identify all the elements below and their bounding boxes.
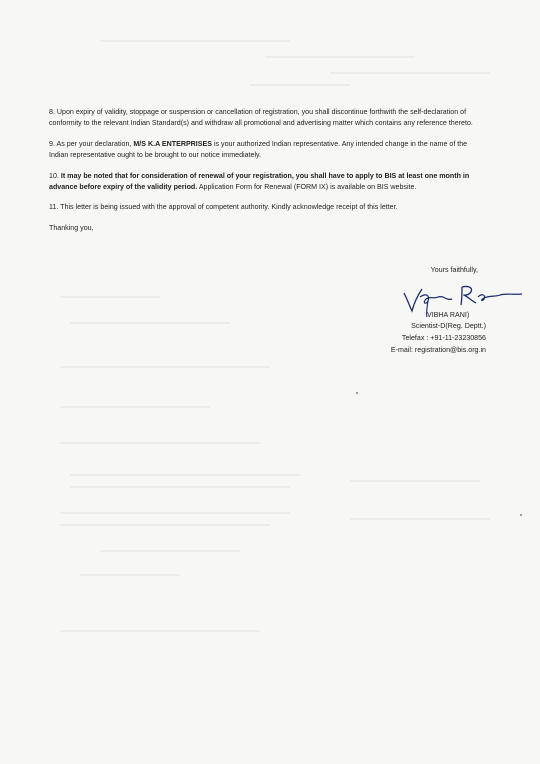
signatory-email: E-mail: registration@bis.org.in — [390, 346, 486, 354]
representative-name: M/S K.A ENTERPRISES — [133, 139, 212, 148]
paragraph-10-rest: Application Form for Renewal (FORM IX) is available on BIS website. — [197, 183, 417, 192]
ghost-line — [350, 518, 490, 520]
signatory-telefax: Telefax : +91-11-23230856 — [401, 334, 486, 342]
paragraph-9-lead: 9. As per your declaration, — [49, 139, 134, 148]
thanking-text: Thanking you, — [49, 223, 94, 232]
paragraph-9-rest: is your authorized Indian representative. Any intended change in the name of the Indian representative ought to be brought to our notice immediately. — [49, 139, 468, 160]
ghost-line — [60, 442, 260, 444]
ghost-line — [60, 296, 160, 298]
ghost-line — [60, 406, 210, 408]
speck — [356, 392, 358, 394]
ghost-line — [70, 486, 290, 488]
paragraph-10 — [49, 171, 486, 194]
speck — [520, 514, 522, 516]
thanking-line — [49, 223, 486, 234]
ghost-line — [60, 524, 270, 526]
ghost-line — [100, 40, 290, 42]
renewal-notice: It may be noted that for consideration of renewal of your registration, you shall have to apply to BIS at least one month in advance before expiry of the validity period. — [49, 171, 470, 192]
ghost-line — [100, 550, 240, 552]
ghost-line — [250, 84, 350, 86]
paragraph-8 — [49, 107, 486, 130]
ghost-line — [60, 630, 260, 632]
ghost-line — [60, 512, 290, 514]
ghost-line — [330, 72, 490, 74]
paragraph-11-text: 11. This letter is being issued with the approval of competent authority. Kindly acknowledge receipt of this letter. — [49, 203, 398, 212]
ghost-line — [70, 322, 230, 324]
ghost-line — [265, 56, 415, 58]
paragraph-8-text: 8. Upon expiry of validity, stoppage or suspension or cancellation of registration, you shall discontinue forthwith the self-declaration of conformity to the relevant Indian Standard(s) and withdraw all promotional and advertising matter which contains any reference thereto. — [49, 108, 473, 128]
ghost-line — [350, 480, 480, 482]
paragraph-9 — [49, 139, 486, 162]
ghost-line — [70, 474, 300, 476]
letter-body — [49, 107, 486, 243]
signatory-designation: Scientist-D(Reg. Deptt.) — [411, 322, 486, 330]
ghost-line — [60, 366, 270, 368]
paragraph-10-number: 10. — [49, 171, 61, 180]
ghost-line — [80, 574, 180, 576]
signatory-name: VIBHA RANI) — [427, 311, 470, 319]
closing-salutation: Yours faithfully, — [430, 266, 478, 274]
paragraph-11 — [49, 202, 486, 213]
